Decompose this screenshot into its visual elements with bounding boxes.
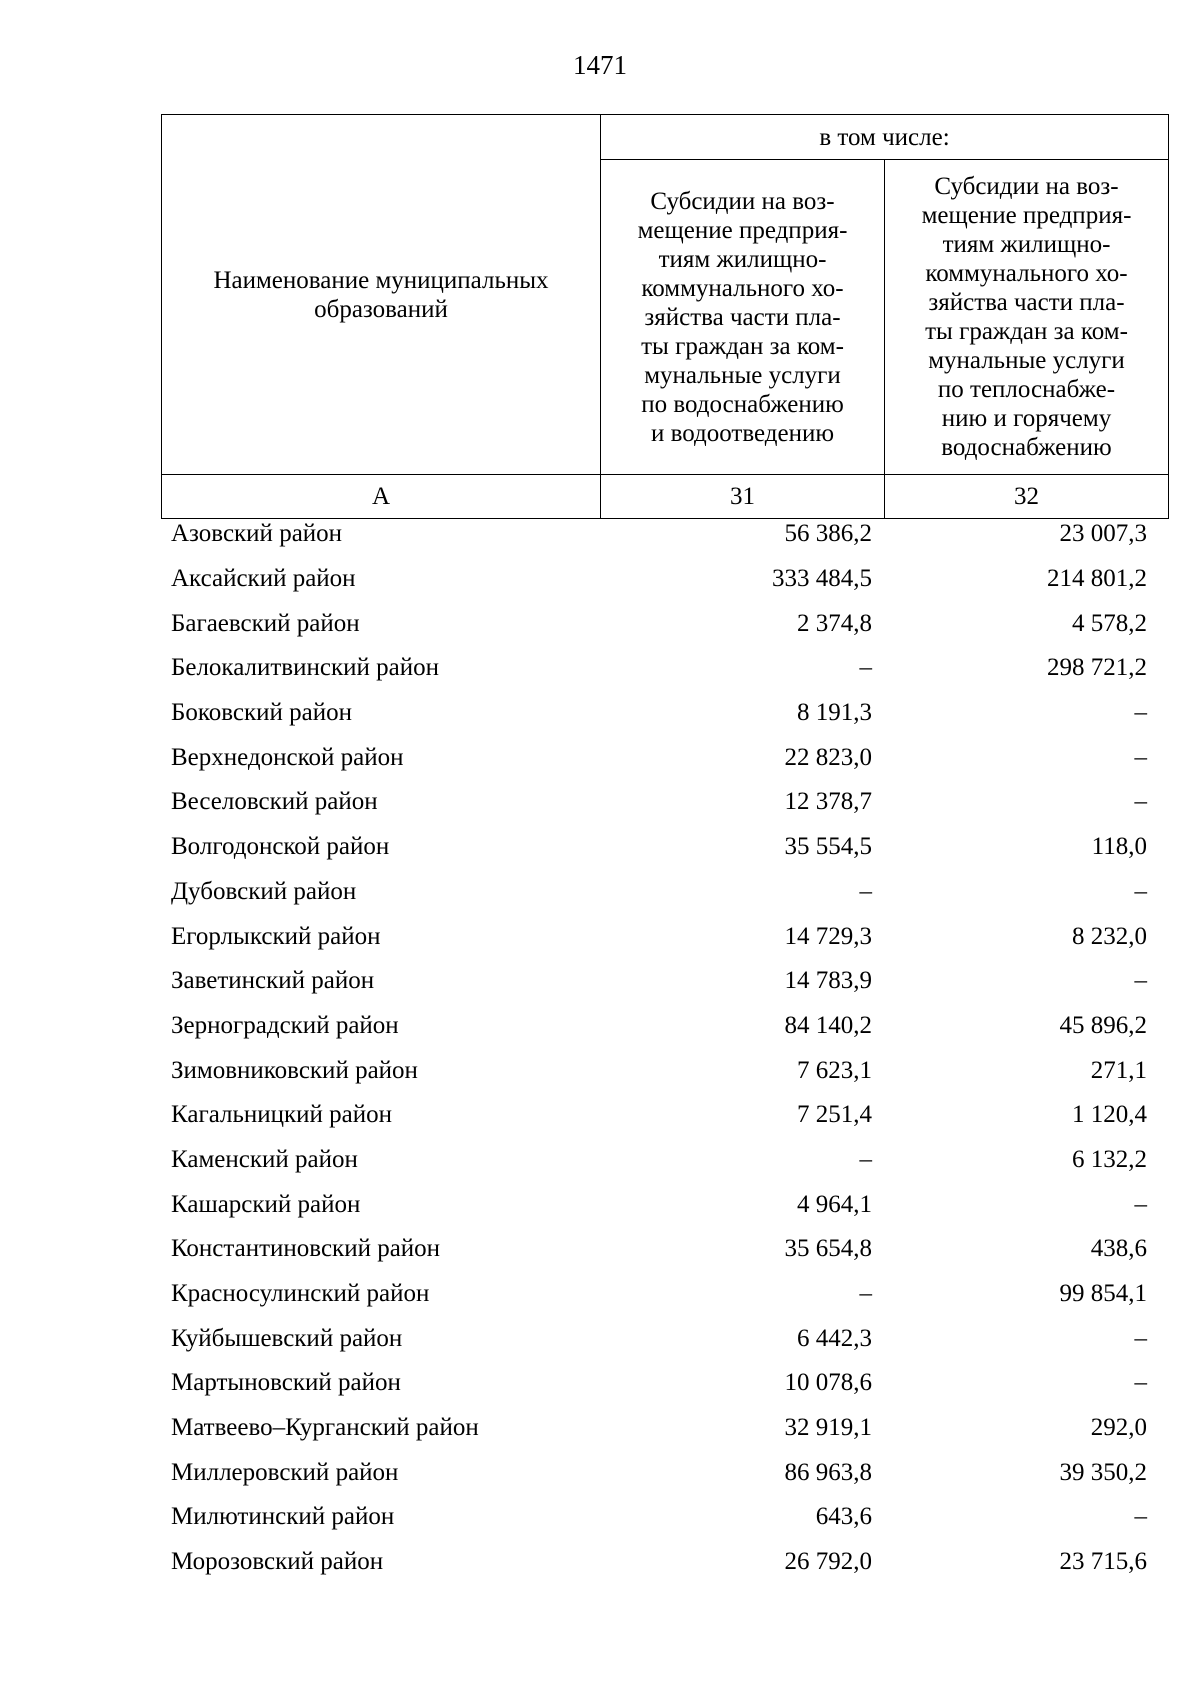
municipality-name: Миллеровский район — [171, 1458, 399, 1486]
table-row — [161, 601, 1159, 646]
header-col32-description — [885, 160, 1169, 475]
value-col31: 56 386,2 — [784, 520, 872, 548]
value-col32: – — [1134, 699, 1147, 727]
value-col31: 333 484,5 — [772, 565, 872, 593]
value-col31: 4 964,1 — [797, 1190, 872, 1218]
value-col31: 7 623,1 — [797, 1056, 872, 1084]
table-row — [161, 959, 1159, 1004]
table-row — [161, 1316, 1159, 1361]
municipality-name: Константиновский район — [171, 1235, 441, 1263]
table-row — [161, 825, 1159, 870]
value-col32: 45 896,2 — [1059, 1011, 1147, 1039]
table-row — [161, 1361, 1159, 1406]
value-col32: 214 801,2 — [1047, 565, 1147, 593]
value-col32: 298 721,2 — [1047, 654, 1147, 682]
municipality-name: Зимовниковский район — [171, 1056, 418, 1084]
value-col31: 6 442,3 — [797, 1324, 872, 1352]
value-col31: 22 823,0 — [784, 743, 872, 771]
value-col31: 84 140,2 — [784, 1011, 872, 1039]
table-row — [161, 1406, 1159, 1451]
value-col32: 23 715,6 — [1059, 1548, 1147, 1576]
municipality-name: Каменский район — [171, 1145, 358, 1173]
municipality-name: Зерноградский район — [171, 1011, 399, 1039]
value-col32: 99 854,1 — [1059, 1280, 1147, 1308]
municipality-name: Куйбышевский район — [171, 1324, 403, 1352]
municipality-name: Волгодонской район — [171, 833, 390, 861]
municipality-name: Дубовский район — [171, 877, 357, 905]
value-col32: 1 120,4 — [1072, 1101, 1147, 1129]
table-row — [161, 1093, 1159, 1138]
municipality-name: Багаевский район — [171, 609, 360, 637]
header-num-32: 32 — [885, 475, 1169, 519]
header-num-31: 31 — [601, 475, 885, 519]
municipality-name: Морозовский район — [171, 1548, 384, 1576]
table-row — [161, 1048, 1159, 1093]
municipality-name: Верхнедонской район — [171, 743, 404, 771]
value-col32: 438,6 — [1090, 1235, 1147, 1263]
value-col31: – — [859, 1280, 872, 1308]
municipality-name: Кагальницкий район — [171, 1101, 393, 1129]
municipality-name: Егорлыкский район — [171, 922, 381, 950]
header-col31-text: Субсидии на воз- мещение предприя- тиям жилищно- коммунального хо- зяйства части пла- ты граждан за ком- мунальные услуги по водоснабжению и водоотведению — [637, 187, 848, 447]
table-row — [161, 870, 1159, 915]
page-number: 1471 — [573, 50, 627, 80]
value-col32: – — [1134, 788, 1147, 816]
value-col32: – — [1134, 1503, 1147, 1531]
value-col31: 2 374,8 — [797, 609, 872, 637]
value-col31: 35 654,8 — [784, 1235, 872, 1263]
table-row — [161, 1272, 1159, 1317]
table-row — [161, 512, 1159, 557]
value-col31: 14 729,3 — [784, 922, 872, 950]
value-col32: 8 232,0 — [1072, 922, 1147, 950]
table-row — [161, 1540, 1159, 1585]
table-row — [161, 1495, 1159, 1540]
table-row — [161, 646, 1159, 691]
municipality-name: Белокалитвинский район — [171, 654, 439, 682]
table-body — [161, 512, 1159, 1585]
value-col31: 8 191,3 — [797, 699, 872, 727]
municipality-name: Веселовский район — [171, 788, 378, 816]
header-num-a: А — [162, 475, 601, 519]
value-col32: 23 007,3 — [1059, 520, 1147, 548]
value-col31: 35 554,5 — [784, 833, 872, 861]
municipality-name: Азовский район — [171, 520, 343, 548]
municipality-name: Кашарский район — [171, 1190, 361, 1218]
value-col32: – — [1134, 1369, 1147, 1397]
value-col32: – — [1134, 743, 1147, 771]
value-col31: 643,6 — [815, 1503, 872, 1531]
value-col31: – — [859, 654, 872, 682]
header-col31-description — [601, 160, 885, 475]
municipality-name: Заветинский район — [171, 967, 375, 995]
table-header — [161, 114, 1169, 519]
value-col32: 271,1 — [1090, 1056, 1147, 1084]
table-row — [161, 1138, 1159, 1183]
municipality-name: Аксайский район — [171, 565, 356, 593]
value-col32: 39 350,2 — [1059, 1458, 1147, 1486]
municipality-name: Красносулинский район — [171, 1280, 430, 1308]
header-group-label: в том числе: — [601, 115, 1169, 160]
value-col31: 12 378,7 — [784, 788, 872, 816]
value-col31: 14 783,9 — [784, 967, 872, 995]
table-row — [161, 691, 1159, 736]
header-col32-text: Субсидии на воз- мещение предприя- тиям жилищно- коммунального хо- зяйства части пла- ты граждан за ком- мунальные услуги по теплоснабже- нию и горячему водоснабжению — [921, 173, 1132, 461]
table-row — [161, 1004, 1159, 1049]
value-col31: – — [859, 877, 872, 905]
table-row — [161, 1450, 1159, 1495]
value-col31: 7 251,4 — [797, 1101, 872, 1129]
municipality-name: Матвеево–Курганский район — [171, 1414, 479, 1442]
value-col31: 26 792,0 — [784, 1548, 872, 1576]
value-col31: 86 963,8 — [784, 1458, 872, 1486]
table-row — [161, 557, 1159, 602]
table-row — [161, 780, 1159, 825]
table-row — [161, 735, 1159, 780]
value-col31: 10 078,6 — [784, 1369, 872, 1397]
value-col32: – — [1134, 1324, 1147, 1352]
value-col32: 6 132,2 — [1072, 1145, 1147, 1173]
table-row — [161, 1182, 1159, 1227]
value-col31: 32 919,1 — [784, 1414, 872, 1442]
municipality-name: Мартыновский район — [171, 1369, 401, 1397]
value-col32: 4 578,2 — [1072, 609, 1147, 637]
table-row — [161, 1227, 1159, 1272]
value-col32: – — [1134, 967, 1147, 995]
value-col32: – — [1134, 877, 1147, 905]
value-col32: 118,0 — [1091, 833, 1147, 861]
table-row — [161, 914, 1159, 959]
header-name-column: Наименование муниципальных образований — [162, 115, 601, 475]
value-col32: 292,0 — [1090, 1414, 1147, 1442]
value-col31: – — [859, 1145, 872, 1173]
municipality-name: Милютинский район — [171, 1503, 395, 1531]
value-col32: – — [1134, 1190, 1147, 1218]
municipality-name: Боковский район — [171, 699, 352, 727]
